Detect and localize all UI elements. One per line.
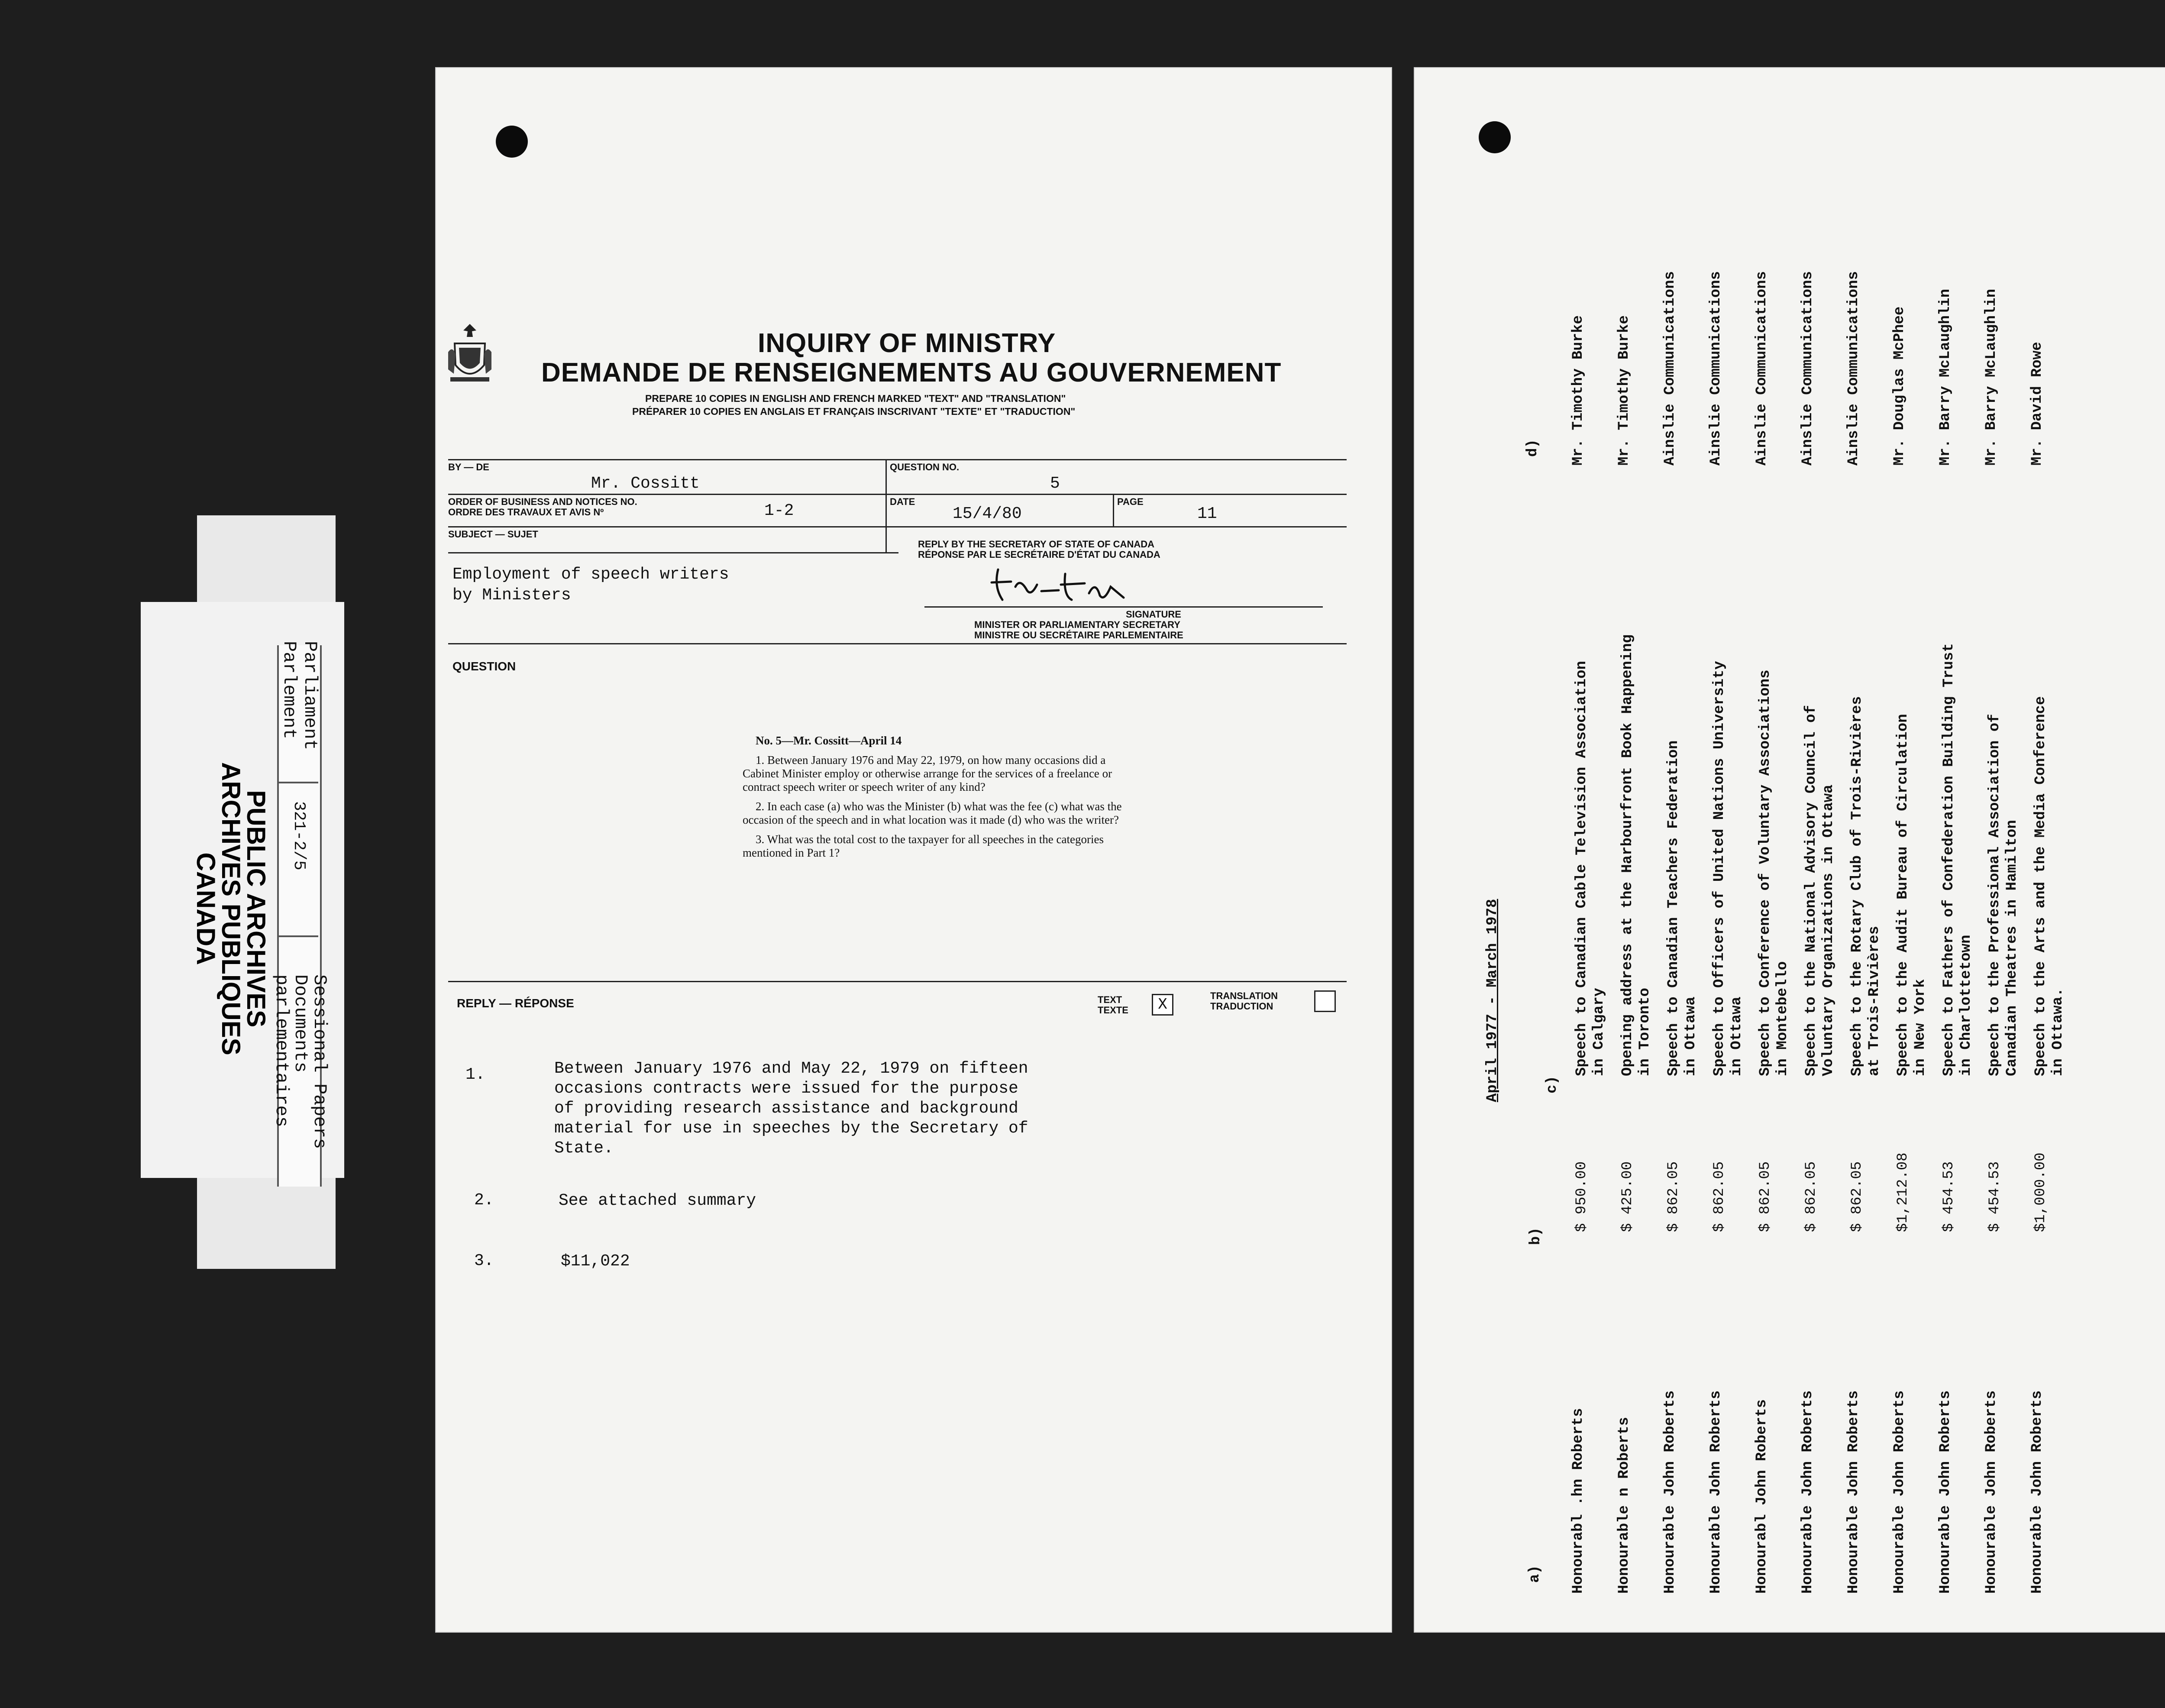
label-sessional-fr2: parlementaires [271, 974, 292, 1127]
label-parliament-fr: Parlement [279, 641, 300, 739]
writer-cell-line: Mr. Timothy Burke [1570, 315, 1587, 466]
writer-cell [1891, 307, 1908, 466]
occasion-cell-line: at Trois-Rivières [1866, 926, 1883, 1076]
reply-by-fr: RÉPONSE PAR LE SECRÉTAIRE D'ÉTAT DU CANADA [918, 549, 1160, 560]
occasion-cell-line: Speech to Canadian Cable Television Association [1574, 661, 1590, 1076]
form-rule [1113, 494, 1114, 526]
reply-item-number: 3. [474, 1252, 494, 1270]
minister-cell-line: Honourabl .hn Roberts [1570, 1408, 1587, 1594]
inquiry-form-page [435, 67, 1392, 1633]
fee-cell-line: $ 862.05 [1803, 1161, 1819, 1232]
writer-cell-line: Mr. Barry McLaughlin [1983, 288, 2000, 466]
occasion-cell [1619, 634, 1654, 1076]
punch-hole [496, 126, 528, 158]
form-rule [448, 459, 1347, 460]
occasion-cell-line: Speech to Canadian Teachers Federation [1665, 740, 1682, 1076]
occasion-cell-line: in Ottawa. [2050, 987, 2066, 1076]
minister-cell-line: Honourable John Roberts [1891, 1390, 1908, 1594]
label-number: 321-2/5 [290, 801, 308, 870]
fee-cell-line: $ 454.53 [1941, 1161, 1957, 1232]
text-label-en: TEXT [1098, 994, 1122, 1005]
column-c-header: c) [1544, 1076, 1561, 1093]
column-a-header: a) [1527, 1565, 1543, 1583]
occasion-cell-line: Speech to the Rotary Club of Trois-Rivières [1849, 696, 1865, 1076]
translation-label-en: TRANSLATION [1210, 990, 1278, 1001]
question-heading: No. 5—Mr. Cossitt—April 14 [756, 734, 902, 747]
occasion-cell-line: in Ottawa [1683, 996, 1699, 1076]
writer-cell-line: Ainslie Communications [1754, 271, 1770, 466]
archives-name-country: CANADA [191, 852, 220, 965]
writer-cell-line: Mr. David Rowe [2029, 342, 2045, 466]
label-parliament-en: Parliament [300, 641, 320, 750]
fee-cell-line: $ 862.05 [1665, 1161, 1682, 1232]
occasion-cell-line: Speech to Conference of Voluntary Associations [1757, 670, 1774, 1076]
reply-item-text [554, 1059, 1117, 1158]
date-value: 15/4/80 [953, 505, 1022, 523]
fee-cell-line: $ 862.05 [1849, 1161, 1865, 1232]
page-label: PAGE [1117, 496, 1144, 507]
minister-cell-line: Honourabl John Roberts [1754, 1399, 1770, 1594]
minister-cell [1570, 1408, 1587, 1594]
reply-item-text [559, 1191, 1121, 1211]
form-rule [448, 643, 1347, 644]
label-sessional-fr: Documents [290, 974, 311, 1073]
occasion-cell [1848, 696, 1883, 1076]
occasion-cell-line: in Charlottetown [1958, 935, 1974, 1076]
fee-cell-line: $ 425.00 [1619, 1161, 1636, 1232]
writer-cell-line: Mr. Timothy Burke [1616, 315, 1632, 466]
minister-cell [1845, 1391, 1862, 1594]
writer-cell-line: Mr. Barry McLaughlin [1937, 288, 1954, 466]
occasion-cell [1986, 714, 2021, 1076]
prepare-instructions-en: PREPARE 10 COPIES IN ENGLISH AND FRENCH MARKED "TEXT" AND "TRANSLATION" [645, 393, 1066, 404]
question-label: QUESTION [452, 660, 516, 673]
reply-line: $11,022 [561, 1252, 630, 1271]
reply-label: REPLY — RÉPONSE [457, 996, 574, 1010]
fee-cell [1619, 1161, 1636, 1232]
fee-cell [1665, 1161, 1682, 1232]
reply-line: See attached summary [559, 1191, 756, 1210]
minister-cell-line: Honourable John Roberts [1937, 1390, 1954, 1594]
minister-cell [1661, 1391, 1679, 1594]
reply-line: Between January 1976 and May 22, 1979 on fifteen [554, 1059, 1028, 1078]
minister-cell [1707, 1391, 1725, 1594]
occasion-cell [1894, 714, 1929, 1076]
writer-cell-line: Mr. Douglas McPhee [1891, 306, 1908, 466]
subject-line-2: by Ministers [452, 586, 571, 605]
order-value: 1-2 [764, 501, 794, 520]
writer-cell [1983, 289, 2000, 466]
minister-cell [1937, 1391, 1954, 1594]
writer-cell-line: Ainslie Communications [1708, 271, 1724, 466]
subject-line-1: Employment of speech writers [452, 565, 729, 584]
form-rule [448, 981, 1347, 982]
writer-cell [1707, 271, 1725, 466]
fee-cell [1940, 1161, 1958, 1232]
occasion-cell [1803, 705, 1837, 1076]
occasion-cell-line: in Ottawa [1729, 996, 1745, 1076]
fee-cell-line: $1,212.08 [1895, 1152, 1911, 1232]
date-label: DATE [890, 496, 915, 507]
form-title-en: INQUIRY OF MINISTRY [758, 328, 1056, 358]
reply-line: of providing research assistance and background [554, 1099, 1018, 1118]
column-b-header: b) [1528, 1227, 1544, 1245]
archives-name-fr: ARCHIVES PUBLIQUES [216, 762, 246, 1055]
writer-cell-line: Ainslie Communications [1800, 271, 1816, 466]
occasion-cell-line: in Montebello [1774, 961, 1791, 1076]
minister-label-en: MINISTER OR PARLIAMENTARY SECRETARY [974, 619, 1180, 630]
occasion-cell-line: Canadian Theatres in Hamilton [2004, 820, 2020, 1076]
fee-cell [1894, 1152, 1912, 1232]
reply-line: occasions contracts were issued for the purpose [554, 1079, 1018, 1098]
minister-cell [1753, 1399, 1771, 1594]
minister-cell-line: Honourable John Roberts [1662, 1390, 1678, 1594]
fee-cell-line: $ 454.53 [1987, 1161, 2003, 1232]
form-rule [448, 526, 1347, 527]
writer-cell-line: Ainslie Communications [1662, 271, 1678, 466]
writer-cell [1937, 289, 1954, 466]
label-sessional [272, 974, 329, 1149]
occasion-cell [1573, 661, 1608, 1076]
form-rule [885, 459, 887, 552]
occasion-cell-line: Speech to Officers of United Nations University [1711, 661, 1728, 1076]
punch-hole [1479, 121, 1511, 153]
writer-cell [1753, 271, 1771, 466]
writer-cell [1661, 271, 1679, 466]
occasion-cell [1665, 741, 1700, 1076]
reply-line: material for use in speeches by the Secretary of [554, 1119, 1028, 1138]
by-label: BY — DE [448, 462, 489, 472]
occasion-cell-line: Opening address at the Harbourfront Book Happening [1619, 634, 1636, 1076]
reply-item-text [561, 1252, 1124, 1271]
question-no-label: QUESTION NO. [890, 462, 960, 472]
fee-cell [1711, 1161, 1728, 1232]
minister-cell-line: Honourable John Roberts [1800, 1390, 1816, 1594]
writer-cell [1616, 315, 1633, 466]
minister-cell [1616, 1417, 1633, 1594]
occasion-cell-line: Speech to the National Advisory Council of [1803, 705, 1819, 1076]
fee-cell-line: $ 862.05 [1711, 1161, 1728, 1232]
occasion-cell-line: in New York [1912, 979, 1929, 1076]
page-value: 11 [1197, 505, 1217, 523]
minister-label-fr: MINISTRE OU SECRÉTAIRE PARLEMENTAIRE [974, 630, 1183, 640]
fee-cell [1848, 1161, 1866, 1232]
minister-cell [1891, 1391, 1908, 1594]
reply-item-number: 1. [465, 1065, 485, 1084]
question-part-2: 2. In each case (a) who was the Minister (b) what was the fee (c) what was the occasion of the speech and in what location was it made (d) who was the writer? [743, 800, 1122, 826]
label-sessional-en: Sessional Papers [309, 974, 330, 1149]
writer-cell [2029, 342, 2046, 466]
text-checkbox: X [1152, 994, 1173, 1016]
fee-cell [1757, 1161, 1774, 1232]
label-divider [277, 935, 318, 937]
question-part-3: 3. What was the total cost to the taxpayer for all speeches in the categories mentioned in Part 1? [743, 833, 1104, 859]
form-rule [448, 552, 898, 553]
occasion-cell [1757, 670, 1791, 1076]
occasion-cell-line: Speech to the Arts and the Media Conference [2033, 696, 2049, 1076]
fee-cell-line: $1,000.00 [2033, 1152, 2049, 1232]
label-parliament [279, 641, 320, 750]
writer-cell [1570, 315, 1587, 466]
order-label-en: ORDER OF BUSINESS AND NOTICES NO. [448, 496, 637, 507]
minister-cell-line: Honourable John Roberts [2029, 1390, 2045, 1594]
fee-cell [1573, 1161, 1590, 1232]
handwritten-signature [985, 561, 1141, 608]
occasion-cell [2032, 696, 2067, 1076]
minister-cell-line: Honourable John Roberts [1708, 1390, 1724, 1594]
by-value: Mr. Cossitt [591, 474, 700, 493]
reply-line: State. [554, 1139, 614, 1158]
occasion-cell-line: in Calgary [1591, 987, 1607, 1076]
order-label-fr: ORDRE DES TRAVAUX ET AVIS Nº [448, 507, 604, 518]
reply-by-en: REPLY BY THE SECRETARY OF STATE OF CANADA [918, 539, 1154, 550]
fee-cell-line: $ 862.05 [1757, 1161, 1774, 1232]
fee-cell [1803, 1161, 1820, 1232]
fee-cell [1986, 1161, 2003, 1232]
occasion-cell-line: Speech to the Professional Association of [1987, 714, 2003, 1076]
summary-period: April 1977 - March 1978 [1484, 899, 1501, 1102]
text-label-fr: TEXTE [1098, 1005, 1128, 1016]
archives-name-en: PUBLIC ARCHIVES [242, 790, 271, 1028]
form-rule [448, 494, 1347, 495]
occasion-cell-line: Voluntary Organizations in Ottawa [1820, 784, 1837, 1076]
question-text [743, 734, 1124, 866]
occasion-cell [1940, 643, 1975, 1076]
translation-checkbox [1314, 990, 1336, 1012]
occasion-cell [1711, 661, 1745, 1076]
reply-item-number: 2. [474, 1191, 494, 1210]
writer-cell [1845, 271, 1862, 466]
archives-name [191, 762, 271, 1055]
minister-cell-line: Honourable John Roberts [1845, 1390, 1862, 1594]
minister-cell [2029, 1391, 2046, 1594]
summary-page [1414, 67, 2165, 1633]
translation-label-fr: TRADUCTION [1210, 1001, 1273, 1012]
minister-cell-line: Honourable n Roberts [1616, 1417, 1632, 1594]
question-part-1: 1. Between January 1976 and May 22, 1979, on how many occasions did a Cabinet Minister employ or otherwise arrange for the services of a freelance or contract speech writer or speech writer of any kind? [743, 754, 1112, 793]
coat-of-arms-icon [446, 322, 494, 387]
form-title-fr: DEMANDE DE RENSEIGNEMENTS AU GOUVERNEMENT [541, 358, 1282, 388]
signature-label: SIGNATURE [1126, 609, 1181, 620]
label-divider [277, 782, 318, 783]
question-no-value: 5 [1050, 474, 1060, 493]
subject-label: SUBJECT — SUJET [448, 529, 538, 540]
writer-cell-line: Ainslie Communications [1845, 271, 1862, 466]
prepare-instructions-fr: PRÉPARER 10 COPIES EN ANGLAIS ET FRANÇAIS INSCRIVANT "TEXTE" ET "TRADUCTION" [632, 406, 1076, 417]
fee-cell [2032, 1152, 2049, 1232]
occasion-cell-line: Speech to the Audit Bureau of Circulation [1895, 714, 1911, 1076]
occasion-cell-line: Speech to Fathers of Confederation Building Trust [1941, 643, 1957, 1076]
writer-cell [1799, 271, 1816, 466]
fee-cell-line: $ 950.00 [1574, 1161, 1590, 1232]
minister-cell-line: Honourable John Roberts [1983, 1390, 2000, 1594]
minister-cell [1799, 1391, 1816, 1594]
minister-cell [1983, 1391, 2000, 1594]
column-d-header: d) [1525, 439, 1541, 457]
occasion-cell-line: in Toronto [1637, 987, 1653, 1076]
